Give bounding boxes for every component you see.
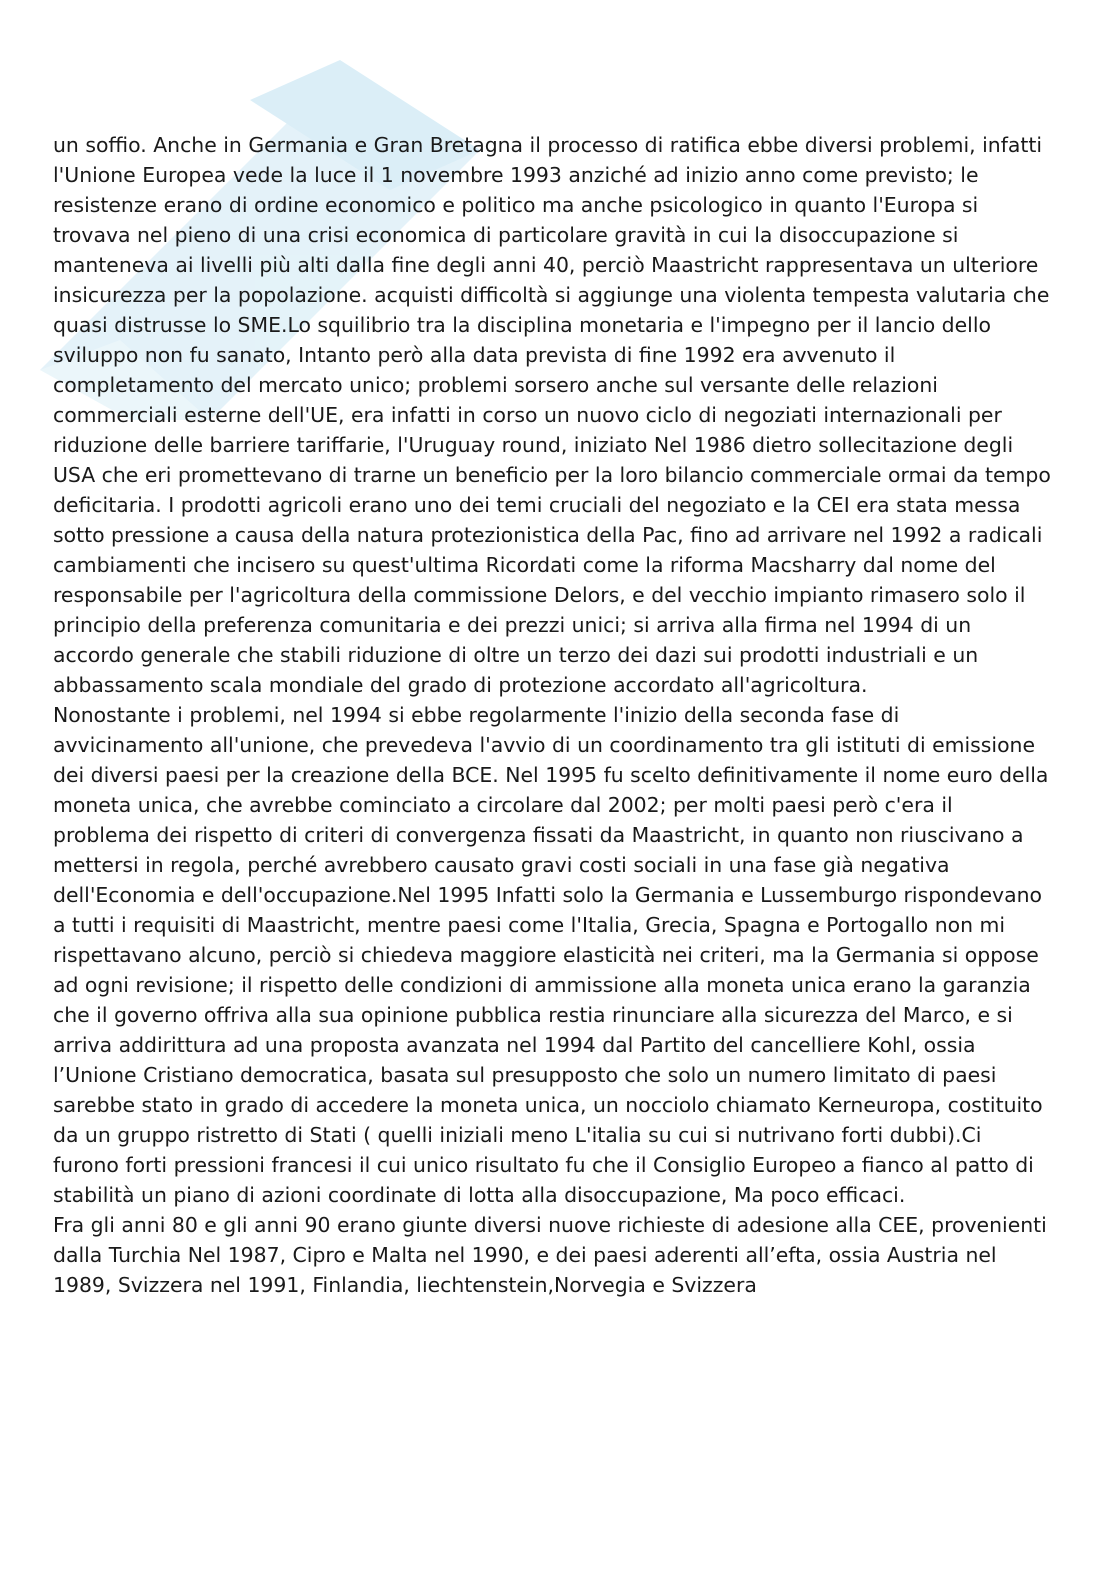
document-text — [53, 130, 1053, 1300]
paragraph-2: Nonostante i problemi, nel 1994 si ebbe regolarmente l'inizio della seconda fase di avvicinamento all'unione, che prevedeva l'avvio di un coordinamento tra gli istituti di emissione dei diversi paesi per la creazione della BCE. Nel 1995 fu scelto definitivamente il nome euro della moneta unica, che avrebbe cominciato a circolare dal 2002; per molti paesi però c'era il problema dei rispetto di criteri di convergenza fissati da Maastricht, in quanto non riuscivano a mettersi in regola, perché avrebbero causato gravi costi sociali in una fase già negativa dell'Economia e dell'occupazione.Nel 1995 Infatti solo la Germania e Lussemburgo rispondevano a tutti i requisiti di Maastricht, mentre paesi come l'Italia, Grecia, Spagna e Portogallo non mi rispettavano alcuno, perciò si chiedeva maggiore elasticità nei criteri, ma la Germania si oppose ad ogni revisione; il rispetto delle condizioni di ammissione alla moneta unica erano la garanzia che il governo offriva alla sua opinione pubblica restia rinunciare alla sicurezza del Marco, e si arriva addirittura ad una proposta avanzata nel 1994 dal Partito del cancelliere Kohl, ossia l’Unione Cristiano democratica, basata sul presupposto che solo un numero limitato di paesi sarebbe stato in grado di accedere la moneta unica, un nocciolo chiamato Kerneuropa, costituito da un gruppo ristretto di Stati ( quelli iniziali meno L'italia su cui si nutrivano forti dubbi).Ci furono forti pressioni francesi il cui unico risultato fu che il Consiglio Europeo a fianco al patto di stabilità un piano di azioni coordinate di lotta alla disoccupazione, Ma poco efficaci. — [53, 703, 1049, 1207]
paragraph-1: un soffio. Anche in Germania e Gran Bretagna il processo di ratifica ebbe diversi problemi, infatti l'Unione Europea vede la luce il 1 novembre 1993 anziché ad inizio anno come previsto; le resistenze erano di ordine economico e politico ma anche psicologico in quanto l'Europa si trovava nel pieno di una crisi economica di particolare gravità in cui la disoccupazione si manteneva ai livelli più alti dalla fine degli anni 40, perciò Maastricht rappresentava un ulteriore insicurezza per la popolazione. acquisti difficoltà si aggiunge una violenta tempesta valutaria che quasi distrusse lo SME.Lo squilibrio tra la disciplina monetaria e l'impegno per il lancio dello sviluppo non fu sanato, Intanto però alla data prevista di fine 1992 era avvenuto il completamento del mercato unico; problemi sorsero anche sul versante delle relazioni commerciali esterne dell'UE, era infatti in corso un nuovo ciclo di negoziati internazionali per riduzione delle barriere tariffarie, l'Uruguay round, iniziato Nel 1986 dietro sollecitazione degli USA che eri promettevano di trarne un beneficio per la loro bilancio commerciale ormai da tempo deficitaria. I prodotti agricoli erano uno dei temi cruciali del negoziato e la CEI era stata messa sotto pressione a causa della natura protezionistica della Pac, fino ad arrivare nel 1992 a radicali cambiamenti che incisero su quest'ultima Ricordati come la riforma Macsharry dal nome del responsabile per l'agricoltura della commissione Delors, e del vecchio impianto rimasero solo il principio della preferenza comunitaria e dei prezzi unici; si arriva alla firma nel 1994 di un accordo generale che stabili riduzione di oltre un terzo dei dazi sui prodotti industriali e un abbassamento scala mondiale del grado di protezione accordato all'agricoltura. — [53, 133, 1051, 697]
paragraph-3: Fra gli anni 80 e gli anni 90 erano giunte diversi nuove richieste di adesione alla CEE, provenienti dalla Turchia Nel 1987, Cipro e Malta nel 1990, e dei paesi aderenti all’efta, ossia Austria nel 1989, Svizzera nel 1991, Finlandia, liechtenstein,Norvegia e Svizzera — [53, 1213, 1047, 1297]
